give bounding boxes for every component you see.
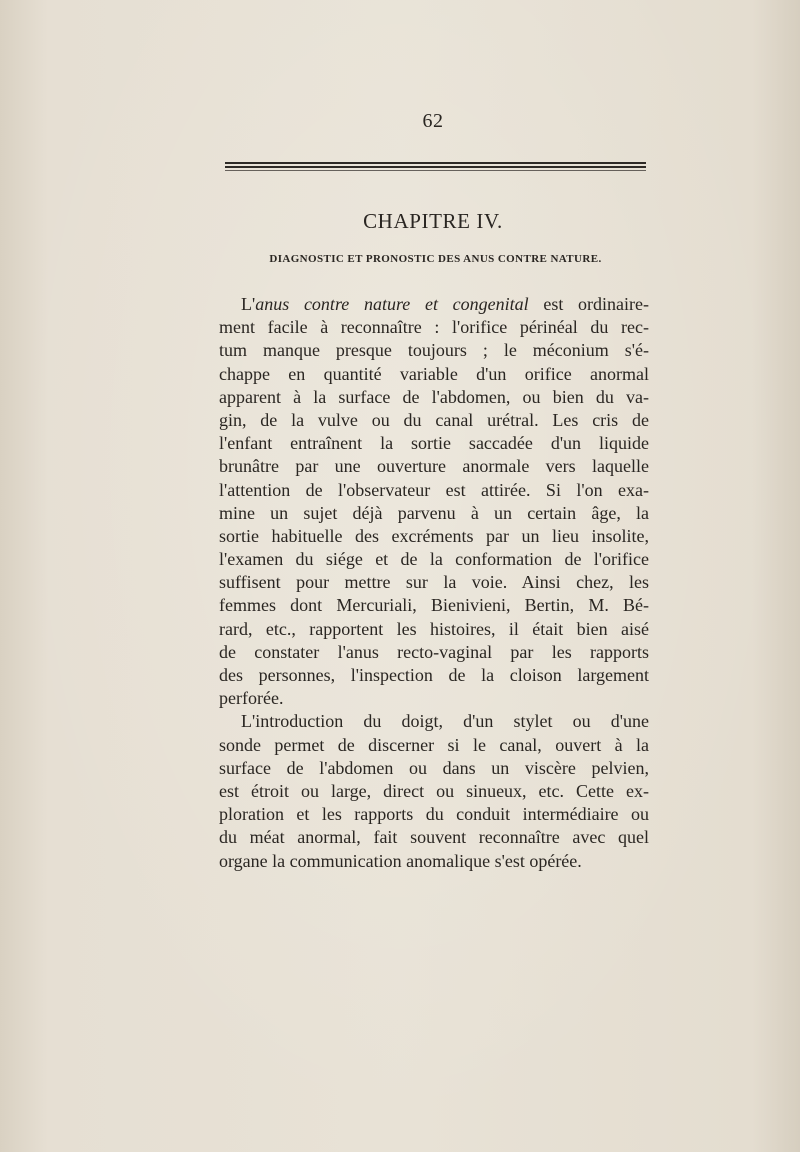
text-line: ploration et les rapports du conduit intermédiaire ou: [219, 804, 649, 825]
first-line-rest: est ordinaire-: [528, 294, 649, 314]
paragraph-1: [219, 293, 649, 710]
lead-letter: L': [241, 294, 256, 314]
header-rule-bottom: [225, 170, 646, 171]
text-line: sortie habituelle des excréments par un lieu insolite,: [219, 525, 649, 546]
page-number: 62: [422, 110, 444, 132]
text-line: l'attention de l'observateur est attirée. Si l'on exa-: [219, 479, 649, 500]
header-rule-middle: [225, 166, 646, 168]
text-line: est étroit ou large, direct ou sinueux, etc. Cette ex-: [219, 780, 649, 801]
text-line: l'examen du siége et de la conformation de l'orifice: [219, 549, 649, 570]
text-line: suffisent pour mettre sur la voie. Ainsi chez, les: [219, 572, 649, 593]
text-line: du méat anormal, fait souvent reconnaître avec quel: [219, 827, 649, 848]
header-rule-top: [225, 162, 646, 164]
text-line: surface de l'abdomen ou dans un viscère pelvien,: [219, 757, 649, 778]
section-title: DIAGNOSTIC ET PRONOSTIC DES ANUS CONTRE NATURE.: [269, 253, 602, 265]
text-line: L'introduction du doigt, d'un stylet ou d'une: [241, 711, 649, 732]
text-line: femmes dont Mercuriali, Bienivieni, Bertin, M. Bé-: [219, 595, 649, 616]
paragraph-1-first-line: [219, 293, 649, 316]
chapter-title: CHAPITRE IV.: [363, 209, 503, 233]
text-line: apparent à la surface de l'abdomen, ou bien du va-: [219, 386, 649, 407]
text-line: gin, de la vulve ou du canal urétral. Les cris de: [219, 409, 649, 430]
text-line: ment facile à reconnaître : l'orifice périnéal du rec-: [219, 317, 649, 338]
text-line: mine un sujet déjà parvenu à un certain âge, la: [219, 502, 649, 523]
text-line: brunâtre par une ouverture anormale vers laquelle: [219, 456, 649, 477]
text-line: l'enfant entraînent la sortie saccadée d'un liquide: [219, 433, 649, 454]
text-line: tum manque presque toujours ; le méconium s'é-: [219, 340, 649, 361]
text-line: de constater l'anus recto-vaginal par les rapports: [219, 641, 649, 662]
body-text: [219, 293, 649, 873]
text-line: organe la communication anomalique s'est opérée.: [219, 850, 582, 871]
text-line: perforée.: [219, 688, 284, 709]
text-line: chappe en quantité variable d'un orifice anormal: [219, 363, 649, 384]
italic-term: anus contre nature et congenital: [255, 294, 529, 314]
text-line: des personnes, l'inspection de la cloison largement: [219, 665, 649, 685]
paragraph-2: [219, 710, 649, 872]
text-line: sonde permet de discerner si le canal, ouvert à la: [219, 734, 649, 755]
text-line: rard, etc., rapportent les histoires, il était bien aisé: [219, 618, 649, 639]
